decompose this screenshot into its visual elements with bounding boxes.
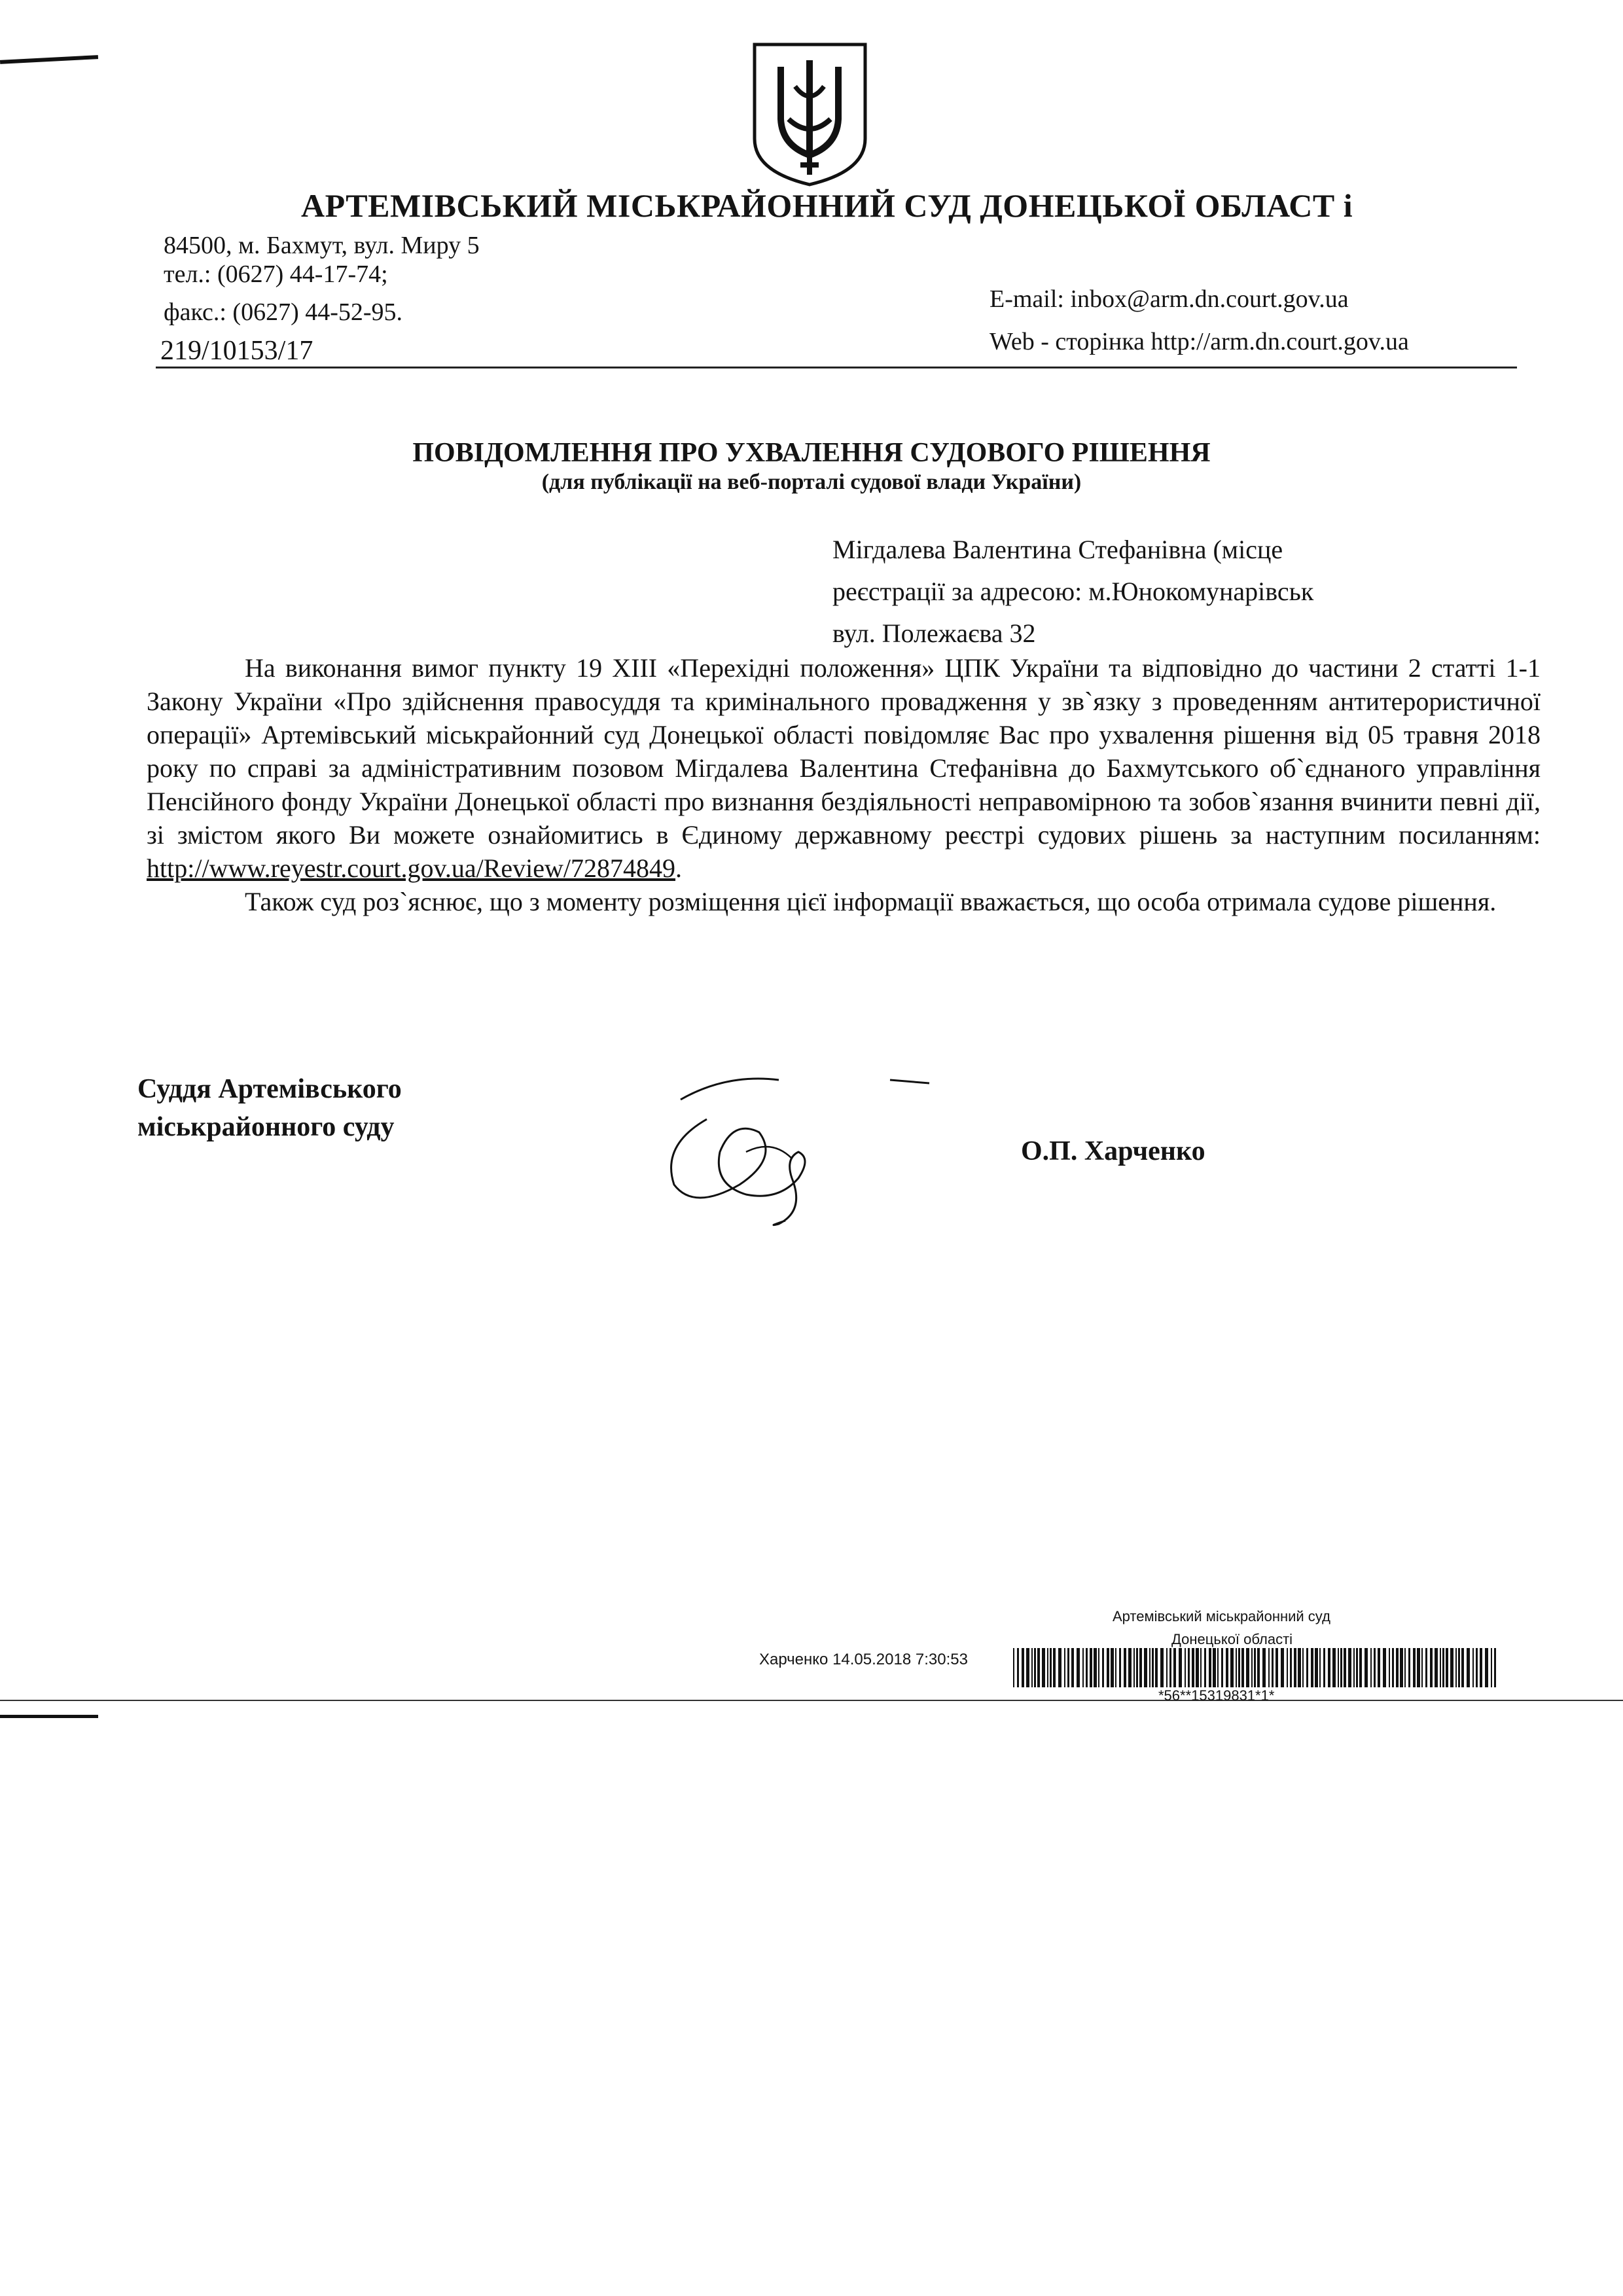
judge-title-line-1: Суддя Артемівського	[137, 1074, 402, 1104]
barcode-bar	[1440, 1648, 1441, 1687]
court-phone: тел.: (0627) 44-17-74;	[164, 260, 388, 288]
barcode-bar	[1281, 1648, 1284, 1687]
barcode-bar	[1340, 1648, 1342, 1687]
barcode-bar	[1246, 1648, 1249, 1687]
barcode-bar	[1344, 1648, 1346, 1687]
barcode-bar	[1169, 1648, 1171, 1687]
barcode-bar	[1389, 1648, 1390, 1687]
barcode-bar	[1400, 1648, 1403, 1687]
body-paragraph-1-text: На виконання вимог пункту 19 XIII «Перехідні положення» ЦПК України та відповідно до частини 2 статті 1-1 Закону України «Про здійснення правосуддя та кримінального провадження у зв`язку з проведенням антитерористичної операції» Артемівський міськрайонний суд Донецької області повідомляє Вас про ухвалення рішення від 05 травня 2018 року по справі за адміністративним позовом Мігдалева Валентина Стефанівна до Бахмутського об`єднаного управління Пенсійного фонду України Донецької області про визнання бездіяльності неправомірною та зобов`язання вчинити певні дії, зі змістом якого Ви можете ознайомитись в Єдиному державному реєстрі судових рішень за наступним посиланням:	[147, 653, 1541, 850]
barcode-bar	[1338, 1648, 1339, 1687]
barcode-bar	[1155, 1648, 1158, 1687]
barcode-bar	[1213, 1648, 1216, 1687]
barcode-bar	[1067, 1648, 1069, 1687]
barcode-bar	[1435, 1648, 1438, 1687]
barcode-bar	[1226, 1648, 1228, 1687]
barcode-bar	[1090, 1648, 1092, 1687]
barcode-bar	[1455, 1648, 1457, 1687]
barcode-bar	[1359, 1648, 1362, 1687]
barcode-bar	[1374, 1648, 1376, 1687]
scan-edge-mark-top	[0, 55, 98, 64]
barcode-bar	[1413, 1648, 1416, 1687]
barcode-bar	[1268, 1648, 1270, 1687]
barcode-bar	[1290, 1648, 1292, 1687]
barcode-bar	[1119, 1648, 1121, 1687]
stamp-court-name: Артемівський міськрайонний суд	[1113, 1608, 1330, 1624]
barcode-bar	[1111, 1648, 1114, 1687]
barcode-bar	[1133, 1648, 1135, 1687]
barcode-bar	[1446, 1648, 1448, 1687]
barcode-bar	[1037, 1648, 1040, 1687]
recipient-line-3: вул. Полежаєва 32	[832, 619, 1036, 648]
barcode-bar	[1238, 1648, 1240, 1687]
barcode-bar	[1272, 1648, 1274, 1687]
barcode-bar	[1275, 1648, 1278, 1687]
barcode-bar	[1102, 1648, 1104, 1687]
barcode-bar	[1472, 1648, 1474, 1687]
case-number: 219/10153/17	[160, 336, 313, 366]
barcode-bar	[1364, 1648, 1368, 1687]
judge-title	[137, 1070, 402, 1146]
barcode-bar	[1230, 1648, 1234, 1687]
barcode-bar	[1139, 1648, 1142, 1687]
barcode-bar	[1204, 1648, 1206, 1687]
header-divider	[156, 367, 1517, 368]
barcode-bar	[1328, 1648, 1330, 1687]
barcode-bar	[1370, 1648, 1372, 1687]
barcode-bar	[1485, 1648, 1488, 1687]
barcode-bar	[1200, 1648, 1202, 1687]
barcode-bar	[1408, 1648, 1410, 1687]
handwritten-signature	[648, 1060, 949, 1230]
barcode-bar	[1149, 1648, 1150, 1687]
notice-body	[147, 651, 1541, 918]
barcode-bar	[1378, 1648, 1380, 1687]
barcode-bar	[1192, 1648, 1194, 1687]
barcode-bar	[1209, 1648, 1211, 1687]
barcode-bar	[1058, 1648, 1061, 1687]
notice-subtitle: (для публікації на веб-порталі судової влади України)	[541, 470, 1082, 494]
barcode-bar	[1476, 1648, 1478, 1687]
barcode-bar	[1421, 1648, 1423, 1687]
barcode-bar	[1071, 1648, 1074, 1687]
barcode-bar	[1031, 1648, 1033, 1687]
body-paragraph-1	[147, 651, 1541, 885]
recipient-line-2: реєстрації за адресою: м.Юнокомунарівськ	[832, 577, 1314, 606]
barcode-bar	[1302, 1648, 1304, 1687]
barcode-bar	[1494, 1648, 1496, 1687]
barcode-bar	[1173, 1648, 1176, 1687]
barcode-bar	[1179, 1648, 1182, 1687]
barcode-bar	[1458, 1648, 1460, 1687]
barcode-bar	[1107, 1648, 1109, 1687]
barcode-bar	[1294, 1648, 1296, 1687]
barcode-bar	[1467, 1648, 1470, 1687]
court-website: Web - сторінка http://arm.dn.court.gov.ua	[990, 328, 1409, 355]
barcode-bar	[1196, 1648, 1199, 1687]
barcode-bar	[1152, 1648, 1154, 1687]
scan-fold-line	[0, 1700, 1623, 1701]
coat-of-arms-emblem	[749, 41, 870, 188]
notice-title: ПОВІДОМЛЕННЯ ПРО УХВАЛЕННЯ СУДОВОГО РІШЕННЯ	[412, 438, 1211, 468]
barcode-bar	[1128, 1648, 1132, 1687]
court-address: 84500, м. Бахмут, вул. Миру 5	[164, 232, 480, 259]
barcode-bar	[1251, 1648, 1253, 1687]
registry-link[interactable]: http://www.reyestr.court.gov.ua/Review/72874849	[147, 853, 676, 883]
barcode-bar	[1136, 1648, 1138, 1687]
barcode-bar	[1050, 1648, 1052, 1687]
barcode-bar	[1053, 1648, 1056, 1687]
barcode-bar	[1332, 1648, 1336, 1687]
barcode-bar	[1450, 1648, 1454, 1687]
barcode-bar	[1396, 1648, 1399, 1687]
barcode-bar	[1077, 1648, 1080, 1687]
barcode-bar	[1298, 1648, 1301, 1687]
barcode	[1013, 1648, 1497, 1687]
barcode-bar	[1254, 1648, 1256, 1687]
stamp-code: *56**15319831*1*	[1158, 1687, 1275, 1704]
recipient-block	[832, 529, 1369, 655]
court-fax: факс.: (0627) 44-52-95.	[164, 298, 403, 326]
barcode-bar	[1185, 1648, 1186, 1687]
recipient-line-1: Мігдалева Валентина Стефанівна (місце	[832, 535, 1283, 564]
body-paragraph-1-end: .	[675, 853, 683, 883]
barcode-bar	[1221, 1648, 1223, 1687]
barcode-bar	[1144, 1648, 1147, 1687]
barcode-bar	[1115, 1648, 1116, 1687]
stamp-signer-datetime: Харченко 14.05.2018 7:30:53	[759, 1651, 968, 1668]
judge-title-line-2: міськрайонного суду	[137, 1112, 395, 1142]
barcode-bar	[1480, 1648, 1482, 1687]
barcode-bar	[1392, 1648, 1394, 1687]
barcode-bar	[1082, 1648, 1084, 1687]
court-email: E-mail: inbox@arm.dn.court.gov.ua	[990, 285, 1349, 313]
barcode-bar	[1348, 1648, 1351, 1687]
barcode-bar	[1026, 1648, 1029, 1687]
scan-edge-mark-bottom	[0, 1715, 98, 1718]
barcode-bar	[1217, 1648, 1219, 1687]
court-name: АРТЕМІВСЬКИЙ МІСЬКРАЙОННИЙ СУД ДОНЕЦЬКОЇ ОБЛАСТ і	[301, 187, 1353, 224]
barcode-bar	[1166, 1648, 1168, 1687]
barcode-bar	[1417, 1648, 1420, 1687]
barcode-bar	[1425, 1648, 1427, 1687]
barcode-bar	[1315, 1648, 1318, 1687]
barcode-bar	[1236, 1648, 1237, 1687]
barcode-bar	[1306, 1648, 1308, 1687]
barcode-bar	[1094, 1648, 1097, 1687]
barcode-bar	[1430, 1648, 1433, 1687]
barcode-bar	[1257, 1648, 1260, 1687]
barcode-bar	[1287, 1648, 1288, 1687]
barcode-bar	[1241, 1648, 1244, 1687]
barcode-bar	[1491, 1648, 1492, 1687]
barcode-bar	[1047, 1648, 1048, 1687]
barcode-bar	[1086, 1648, 1088, 1687]
barcode-bar	[1442, 1648, 1444, 1687]
barcode-bar	[1323, 1648, 1325, 1687]
barcode-bar	[1356, 1648, 1358, 1687]
body-paragraph-2: Також суд роз`яснює, що з моменту розміщення цієї інформації вважається, що особа отримала судове рішення.	[245, 887, 1497, 916]
barcode-bar	[1042, 1648, 1045, 1687]
barcode-bar	[1404, 1648, 1406, 1687]
barcode-bar	[1311, 1648, 1313, 1687]
barcode-bar	[1098, 1648, 1099, 1687]
barcode-bar	[1017, 1648, 1019, 1687]
barcode-bar	[1262, 1648, 1266, 1687]
barcode-bar	[1461, 1648, 1464, 1687]
barcode-bar	[1319, 1648, 1321, 1687]
barcode-bar	[1064, 1648, 1065, 1687]
stamp-region: Донецької області	[1171, 1631, 1293, 1647]
barcode-bar	[1022, 1648, 1024, 1687]
judge-name: О.П. Харченко	[1021, 1136, 1205, 1166]
barcode-bar	[1034, 1648, 1036, 1687]
barcode-bar	[1160, 1648, 1164, 1687]
barcode-bar	[1188, 1648, 1190, 1687]
barcode-bar	[1124, 1648, 1126, 1687]
barcode-bar	[1353, 1648, 1355, 1687]
barcode-bar	[1383, 1648, 1386, 1687]
barcode-bar	[1013, 1648, 1014, 1687]
